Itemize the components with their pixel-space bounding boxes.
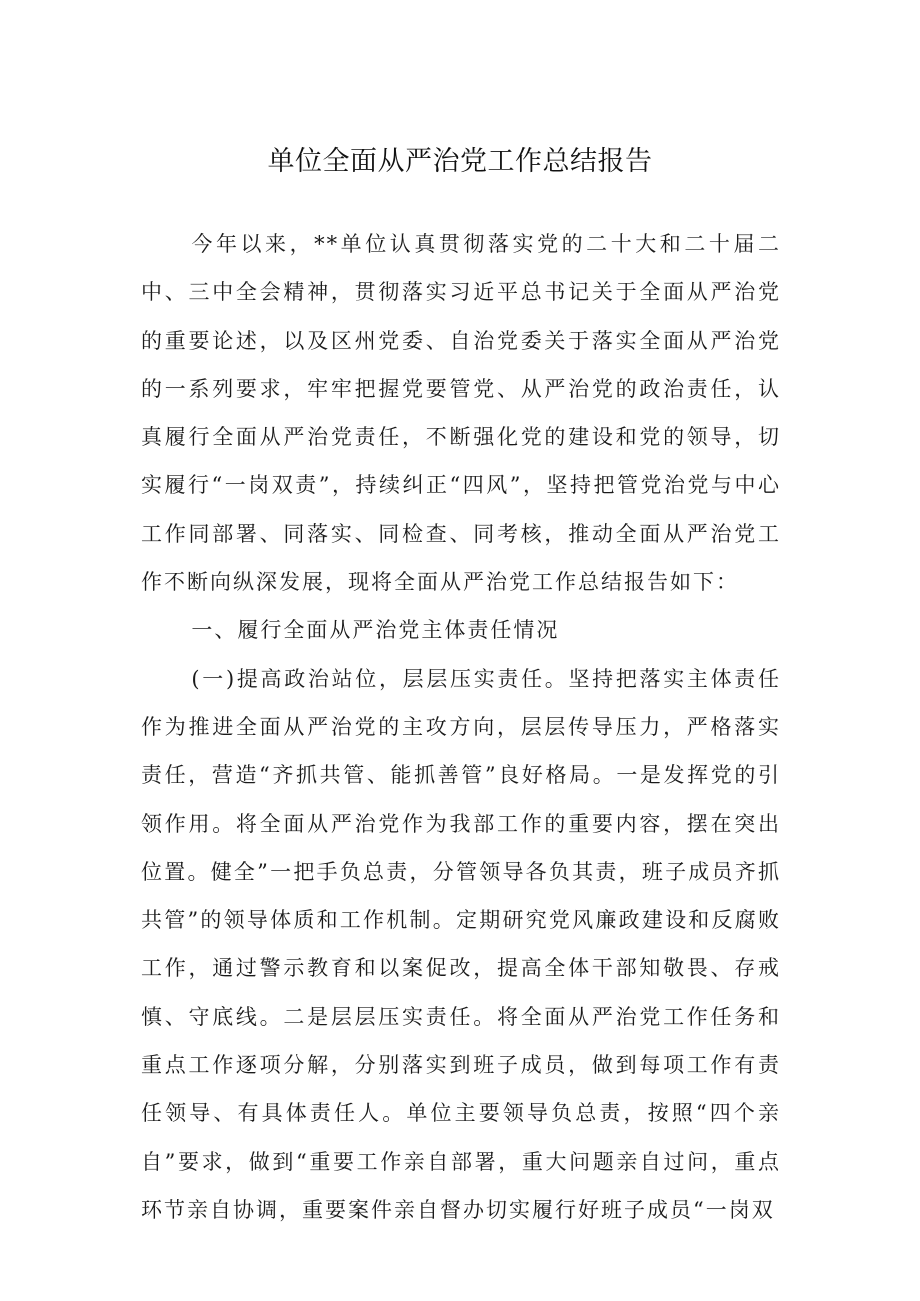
document-body <box>141 220 781 1234</box>
document-title: 单位全面从严治党工作总结报告 <box>267 146 653 177</box>
intro-paragraph: 今年以来，**单位认真贯彻落实党的二十大和二十届二中、三中全会精神，贯彻落实习近平总书记关于全面从严治党的重要论述，以及区州党委、自治党委关于落实全面从严治党的一系列要求，牢牢把握党要管党、从严治党的政治责任，认真履行全面从严治党责任，不断强化党的建设和党的领导，切实履行“一岗双责”，持续纠正“四风”，坚持把管党治党与中心工作同部署、同落实、同检查、同考核，推动全面从严治党工作不断向纵深发展，现将全面从严治党工作总结报告如下： <box>141 232 781 595</box>
section-heading-1: 一、履行全面从严治党主体责任情况 <box>191 618 560 643</box>
subsection-paragraph-1: (一)提高政治站位，层层压实责任。坚持把落实主体责任作为推进全面从严治党的主攻方向，层层传导压力，严格落实责任，营造“齐抓共管、能抓善管”良好格局。一是发挥党的引领作用。将全面从严治党作为我部工作的重要内容，摆在突出位置。健全”一把手负总责，分管领导各负其责，班子成员齐抓共管”的领导体质和工作机制。定期研究党风廉政建设和反腐败工作，通过警示教育和以案促改，提高全体干部知敬畏、存戒慎、守底线。二是层层压实责任。将全面从严治党工作任务和重点工作逐项分解，分别落实到班子成员，做到每项工作有责任领导、有具体责任人。单位主要领导负总责，按照“四个亲自”要求，做到“重要工作亲自部署，重大问题亲自过问，重点环节亲自协调，重要案件亲自督办切实履行好班子成员“一岗双 <box>141 666 781 1222</box>
